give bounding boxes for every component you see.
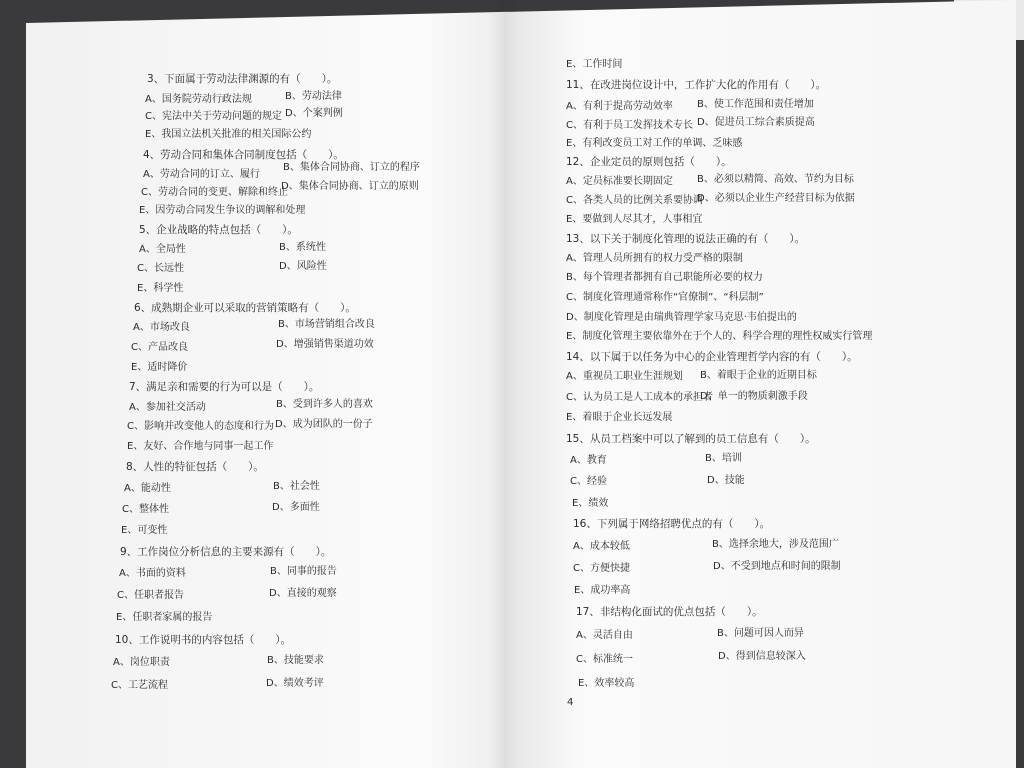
q4-option-d: D、集体合同协商、订立的原则 [281,181,419,192]
q7-option-e: E、友好、合作地与同事一起工作 [127,441,274,452]
q9-option-c: C、任职者报告 [117,590,184,601]
q5-option-d: D、风险性 [279,261,327,272]
q9-option-a: A、书面的资料 [119,568,186,579]
q7-option-a: A、参加社交活动 [129,402,206,413]
question-12: 12、企业定员的原则包括（ ）。 [566,156,732,168]
q10-option-e: E、工作时间 [566,59,623,70]
q3-option-d: D、个案判例 [285,108,343,119]
q4-option-e: E、因劳动合同发生争议的调解和处理 [139,205,306,216]
page-fold [490,0,520,768]
q17-option-e: E、效率较高 [578,678,635,689]
q8-option-e: E、可变性 [121,525,168,536]
q9-option-e: E、任职者家属的报告 [116,612,213,623]
q14-option-d: D、单一的物质刺激手段 [700,391,808,402]
q12-option-d: D、必须以企业生产经营目标为依据 [697,193,855,204]
q16-option-b: B、选择余地大，涉及范围广 [712,539,839,550]
q8-option-c: C、整体性 [122,504,169,515]
q12-option-e: E、要做到人尽其才，人事相宜 [566,214,703,225]
q7-option-c: C、影响并改变他人的态度和行为 [127,421,274,432]
q3-option-c: C、宪法中关于劳动问题的规定 [145,111,282,122]
q15-option-b: B、培训 [705,453,742,464]
q3-option-a: A、国务院劳动行政法规 [145,94,252,105]
q10-option-b: B、技能要求 [267,655,324,666]
q7-option-d: D、成为团队的一份子 [275,419,373,430]
q8-option-d: D、多面性 [272,502,320,513]
q9-option-d: D、直接的观察 [269,588,337,599]
q13-option-a: A、管理人员所拥有的权力受严格的限制 [566,253,743,264]
q15-option-d: D、技能 [707,475,745,486]
question-8: 8、人性的特征包括（ ）。 [126,461,264,473]
question-9: 9、工作岗位分析信息的主要来源有（ ）。 [120,546,332,558]
question-17: 17、非结构化面试的优点包括（ ）。 [576,606,763,618]
page-number: 4 [567,697,574,708]
q14-option-c: C、认为员工是人工成本的承担者 [566,392,713,403]
q14-option-e: E、着眼于企业长远发展 [566,412,673,423]
question-6: 6、成熟期企业可以采取的营销策略有（ ）。 [134,302,356,314]
q15-option-c: C、经验 [570,476,607,487]
q6-option-c: C、产品改良 [131,342,188,353]
q15-option-e: E、绩效 [572,498,609,509]
q13-option-e: E、制度化管理主要依靠外在于个人的、科学合理的理性权威实行管理 [566,331,873,342]
question-4: 4、劳动合同和集体合同制度包括（ ）。 [143,149,344,161]
q11-option-c: C、有利于员工发挥技术专长 [566,120,693,131]
q6-option-e: E、适时降价 [131,362,188,373]
q6-option-a: A、市场改良 [133,322,190,333]
q8-option-b: B、社会性 [273,481,320,492]
q13-option-c: C、制度化管理通常称作“官僚制”、“科层制” [566,292,764,303]
q17-option-c: C、标准统一 [576,654,633,665]
question-7: 7、满足亲和需要的行为可以是（ ）。 [129,381,320,393]
q16-option-e: E、成功率高 [574,585,631,596]
q5-option-a: A、全局性 [139,244,186,255]
q11-option-d: D、促进员工综合素质提高 [697,117,815,128]
q12-option-c: C、各类人员的比例关系要协调 [566,195,703,206]
q11-option-e: E、有利改变员工对工作的单调、乏味感 [566,138,743,149]
q11-option-b: B、使工作范围和责任增加 [697,99,814,110]
q10-option-c: C、工艺流程 [111,680,168,691]
question-15: 15、从员工档案中可以了解到的员工信息有（ ）。 [566,433,816,445]
q13-option-b: B、每个管理者都拥有自己职能所必要的权力 [566,272,763,283]
q6-option-b: B、市场营销组合改良 [278,319,375,330]
q17-option-d: D、得到信息较深入 [718,651,806,662]
question-3: 3、下面属于劳动法律渊源的有（ ）。 [147,73,338,85]
q14-option-b: B、着眼于企业的近期目标 [700,370,817,381]
q17-option-b: B、问题可因人而异 [717,628,804,639]
q10-option-a: A、岗位职责 [113,657,170,668]
q6-option-d: D、增强销售渠道功效 [276,339,374,350]
q17-option-a: A、灵活自由 [576,630,633,641]
q12-option-b: B、必须以精简、高效、节约为目标 [697,174,854,185]
q4-option-b: B、集体合同协商、订立的程序 [283,162,420,173]
q14-option-a: A、重视员工职业生涯规划 [566,371,683,382]
q13-option-d: D、制度化管理是由瑞典管理学家马克思·韦伯提出的 [566,312,797,323]
question-10: 10、工作说明书的内容包括（ ）。 [115,634,292,646]
q3-option-e: E、我国立法机关批准的相关国际公约 [145,129,312,140]
question-16: 16、下列属于网络招聘优点的有（ ）。 [573,518,771,530]
q4-option-a: A、劳动合同的订立、履行 [143,169,260,180]
question-5: 5、企业战略的特点包括（ ）。 [139,224,298,236]
q5-option-c: C、长远性 [137,263,184,274]
q5-option-b: B、系统性 [279,242,326,253]
question-13: 13、以下关于制度化管理的说法正确的有（ ）。 [566,233,806,245]
q5-option-e: E、科学性 [137,283,184,294]
question-11: 11、在改进岗位设计中，工作扩大化的作用有（ ）。 [566,79,827,91]
question-14: 14、以下属于以任务为中心的企业管理哲学内容的有（ ）。 [566,351,858,363]
q12-option-a: A、定员标准要长期固定 [566,176,673,187]
q9-option-b: B、同事的报告 [270,566,337,577]
q7-option-b: B、受到许多人的喜欢 [276,399,373,410]
q16-option-d: D、不受到地点和时间的限制 [713,561,841,572]
q3-option-b: B、劳动法律 [285,91,342,102]
q4-option-c: C、劳动合同的变更、解除和终止 [141,187,288,198]
q16-option-c: C、方便快捷 [573,563,630,574]
q16-option-a: A、成本较低 [573,541,630,552]
q8-option-a: A、能动性 [124,483,171,494]
q11-option-a: A、有利于提高劳动效率 [566,101,673,112]
q15-option-a: A、教育 [570,455,607,466]
q10-option-d: D、绩效考评 [266,678,324,689]
